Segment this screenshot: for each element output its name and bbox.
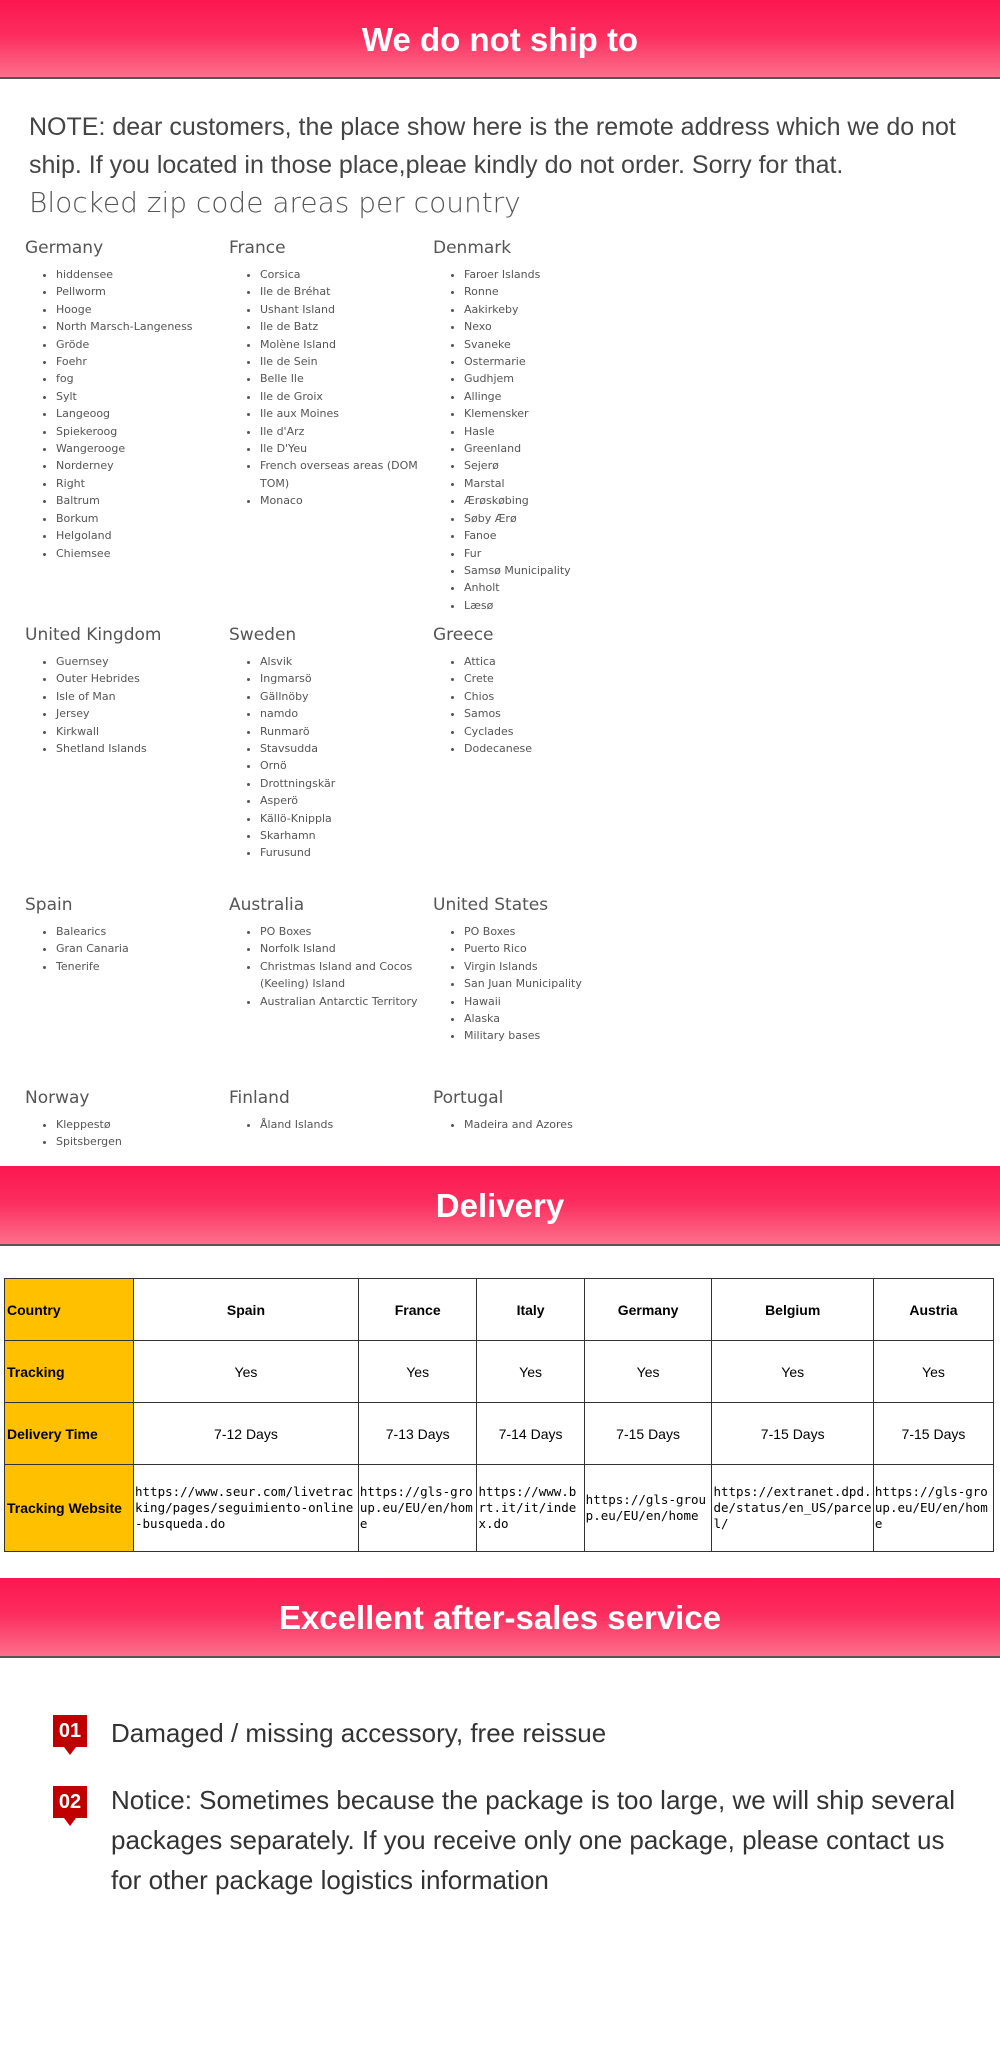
row-label-tracking: Tracking xyxy=(5,1341,134,1403)
list-item: • Svaneke xyxy=(464,336,633,353)
list-item: • Ile de Batz xyxy=(260,318,429,335)
delivery-banner: Delivery xyxy=(0,1166,1000,1246)
country-block xyxy=(25,625,225,757)
list-item: • Ornö xyxy=(260,757,429,774)
list-item: • Guernsey xyxy=(56,653,225,670)
area-list xyxy=(433,1116,633,1133)
country-block xyxy=(25,238,225,562)
country-cell: Germany xyxy=(584,1279,712,1341)
delivery-time-cell: 7-12 Days xyxy=(134,1403,359,1465)
list-item: • French overseas areas (DOM TOM) xyxy=(260,457,429,492)
country-name: Portugal xyxy=(433,1088,504,1108)
list-item: • Ronne xyxy=(464,283,633,300)
area-list xyxy=(229,1116,429,1133)
list-item: • Gudhjem xyxy=(464,370,633,387)
list-item: • PO Boxes xyxy=(260,923,429,940)
table-row-tracking-website xyxy=(5,1465,994,1552)
area-list xyxy=(229,266,429,510)
list-item: • Källö-Knippla xyxy=(260,810,429,827)
delivery-table xyxy=(4,1278,994,1552)
list-item: • Faroer Islands xyxy=(464,266,633,283)
list-item: • Right xyxy=(56,475,225,492)
list-item: • Klemensker xyxy=(464,405,633,422)
list-item: • Dodecanese xyxy=(464,740,633,757)
area-list xyxy=(25,1116,225,1151)
service-text: Damaged / missing accessory, free reissue xyxy=(111,1718,607,1748)
list-item: • Balearics xyxy=(56,923,225,940)
tracking-cell: Yes xyxy=(358,1341,477,1403)
area-list xyxy=(433,266,633,614)
table-row-tracking xyxy=(5,1341,994,1403)
country-name: Spain xyxy=(25,895,73,915)
tracking-cell: Yes xyxy=(712,1341,873,1403)
list-item: • Alsvik xyxy=(260,653,429,670)
blocked-areas-title: Blocked zip code areas per country xyxy=(29,186,521,219)
tracking-website-link[interactable]: https://extranet.dpd.de/status/en_US/parcel/ xyxy=(712,1465,873,1552)
list-item: • Allinge xyxy=(464,388,633,405)
list-item: • Skarhamn xyxy=(260,827,429,844)
list-item: • Tenerife xyxy=(56,958,225,975)
list-item: • Foehr xyxy=(56,353,225,370)
list-item: • Baltrum xyxy=(56,492,225,509)
list-item: • Fur xyxy=(464,545,633,562)
delivery-time-cell: 7-13 Days xyxy=(358,1403,477,1465)
area-list xyxy=(433,923,633,1045)
list-item: • Hooge xyxy=(56,301,225,318)
list-item: • Marstal xyxy=(464,475,633,492)
list-item: • Furusund xyxy=(260,844,429,861)
list-item: • Cyclades xyxy=(464,723,633,740)
list-item: • Alaska xyxy=(464,1010,633,1027)
delivery-time-cell: 7-14 Days xyxy=(477,1403,584,1465)
list-item: • Søby Ærø xyxy=(464,510,633,527)
list-item: • Stavsudda xyxy=(260,740,429,757)
after-sales-banner: Excellent after-sales service xyxy=(0,1578,1000,1658)
country-name: United Kingdom xyxy=(25,625,162,645)
number-badge: 02 xyxy=(53,1786,87,1818)
list-item: • Wangerooge xyxy=(56,440,225,457)
delivery-time-cell: 7-15 Days xyxy=(584,1403,712,1465)
list-item: • Ile de Groix xyxy=(260,388,429,405)
area-list xyxy=(25,266,225,562)
country-block xyxy=(229,1088,429,1133)
country-block xyxy=(229,625,429,862)
list-item: • namdo xyxy=(260,705,429,722)
country-name: Finland xyxy=(229,1088,290,1108)
list-item: • Norderney xyxy=(56,457,225,474)
list-item: • Ingmarsö xyxy=(260,670,429,687)
country-name: Australia xyxy=(229,895,305,915)
list-item: • Drottningskär xyxy=(260,775,429,792)
list-item: • Belle Ile xyxy=(260,370,429,387)
list-item: • Hasle xyxy=(464,423,633,440)
country-cell: Italy xyxy=(477,1279,584,1341)
list-item: • Kirkwall xyxy=(56,723,225,740)
row-label-delivery-time: Delivery Time xyxy=(5,1403,134,1465)
list-item: • Gällnöby xyxy=(260,688,429,705)
delivery-time-cell: 7-15 Days xyxy=(712,1403,873,1465)
country-block xyxy=(229,895,429,1010)
country-cell: Spain xyxy=(134,1279,359,1341)
list-item: • Spiekeroog xyxy=(56,423,225,440)
list-item: • Ile de Bréhat xyxy=(260,283,429,300)
list-item: • Anholt xyxy=(464,579,633,596)
country-block xyxy=(229,238,429,510)
row-label-country: Country xyxy=(5,1279,134,1341)
area-list xyxy=(25,653,225,757)
country-name: France xyxy=(229,238,286,258)
list-item: • Christmas Island and Cocos (Keeling) Island xyxy=(260,958,429,993)
row-label-tracking-website: Tracking Website xyxy=(5,1465,134,1552)
list-item: • Attica xyxy=(464,653,633,670)
tracking-cell: Yes xyxy=(873,1341,993,1403)
list-item: • Ostermarie xyxy=(464,353,633,370)
list-item: • Crete xyxy=(464,670,633,687)
list-item: • Shetland Islands xyxy=(56,740,225,757)
country-name: Germany xyxy=(25,238,104,258)
country-cell: Austria xyxy=(873,1279,993,1341)
list-item: • Pellworm xyxy=(56,283,225,300)
list-item: • Ile D'Yeu xyxy=(260,440,429,457)
table-row-delivery-time xyxy=(5,1403,994,1465)
table-row-country xyxy=(5,1279,994,1341)
number-badge: 01 xyxy=(53,1715,87,1747)
list-item: • Borkum xyxy=(56,510,225,527)
list-item: • Norfolk Island xyxy=(260,940,429,957)
list-item: • Kleppestø xyxy=(56,1116,225,1133)
country-name: United States xyxy=(433,895,549,915)
list-item: • Aakirkeby xyxy=(464,301,633,318)
tracking-website-link[interactable]: https://gls-group.eu/EU/en/home xyxy=(873,1465,993,1552)
area-list xyxy=(25,923,225,975)
list-item: • Sejerø xyxy=(464,457,633,474)
area-list xyxy=(433,653,633,757)
list-item: • Greenland xyxy=(464,440,633,457)
country-block xyxy=(433,1088,633,1133)
list-item: • Military bases xyxy=(464,1027,633,1044)
country-block xyxy=(25,895,225,975)
list-item: • Samos xyxy=(464,705,633,722)
list-item: • Puerto Rico xyxy=(464,940,633,957)
service-text: Notice: Sometimes because the package is too large, we will ship several packages separately. If you receive only one package, please contact us for other package logistics information xyxy=(111,1785,955,1895)
list-item: • Runmarö xyxy=(260,723,429,740)
list-item: • Sylt xyxy=(56,388,225,405)
delivery-time-cell: 7-15 Days xyxy=(873,1403,993,1465)
list-item: • Hawaii xyxy=(464,993,633,1010)
list-item: • Åland Islands xyxy=(260,1116,429,1133)
country-name: Greece xyxy=(433,625,494,645)
list-item: • Virgin Islands xyxy=(464,958,633,975)
list-item: • Isle of Man xyxy=(56,688,225,705)
country-block xyxy=(433,238,633,614)
list-item: • hiddensee xyxy=(56,266,225,283)
list-item: • North Marsch-Langeness xyxy=(56,318,225,335)
list-item: • Langeoog xyxy=(56,405,225,422)
list-item: • Chiemsee xyxy=(56,545,225,562)
list-item: • fog xyxy=(56,370,225,387)
country-name: Sweden xyxy=(229,625,297,645)
list-item: • PO Boxes xyxy=(464,923,633,940)
list-item: • Jersey xyxy=(56,705,225,722)
area-list xyxy=(229,653,429,862)
tracking-cell: Yes xyxy=(584,1341,712,1403)
list-item: • Australian Antarctic Territory xyxy=(260,993,429,1010)
list-item: • Corsica xyxy=(260,266,429,283)
list-item: • San Juan Municipality xyxy=(464,975,633,992)
country-cell: France xyxy=(358,1279,477,1341)
country-block xyxy=(25,1088,225,1151)
list-item: • Chios xyxy=(464,688,633,705)
list-item: • Madeira and Azores xyxy=(464,1116,633,1133)
list-item: • Helgoland xyxy=(56,527,225,544)
list-item: • Gran Canaria xyxy=(56,940,225,957)
list-item: • Ile d'Arz xyxy=(260,423,429,440)
notice-text: NOTE: dear customers, the place show here is the remote address which we do not ship. If you located in those place,pleae kindly do not order. Sorry for that. xyxy=(29,113,956,179)
list-item: • Ærøskøbing xyxy=(464,492,633,509)
tracking-website-link[interactable]: https://gls-group.eu/EU/en/home xyxy=(584,1465,712,1552)
area-list xyxy=(229,923,429,1010)
tracking-website-link[interactable]: https://gls-group.eu/EU/en/home xyxy=(358,1465,477,1552)
list-item: • Monaco xyxy=(260,492,429,509)
list-item: • Molène Island xyxy=(260,336,429,353)
country-name: Norway xyxy=(25,1088,90,1108)
country-block xyxy=(433,625,633,757)
tracking-cell: Yes xyxy=(477,1341,584,1403)
list-item: • Ushant Island xyxy=(260,301,429,318)
list-item: • Ile aux Moines xyxy=(260,405,429,422)
country-name: Denmark xyxy=(433,238,512,258)
tracking-website-link[interactable]: https://www.seur.com/livetracking/pages/seguimiento-online-busqueda.do xyxy=(134,1465,359,1552)
list-item: • Nexo xyxy=(464,318,633,335)
list-item: • Fanoe xyxy=(464,527,633,544)
no-ship-banner: We do not ship to xyxy=(0,0,1000,79)
list-item: • Gröde xyxy=(56,336,225,353)
tracking-website-link[interactable]: https://www.brt.it/it/index.do xyxy=(477,1465,584,1552)
country-block xyxy=(433,895,633,1045)
list-item: • Outer Hebrides xyxy=(56,670,225,687)
country-cell: Belgium xyxy=(712,1279,873,1341)
tracking-cell: Yes xyxy=(134,1341,359,1403)
list-item: • Spitsbergen xyxy=(56,1133,225,1150)
list-item: • Ile de Sein xyxy=(260,353,429,370)
list-item: • Samsø Municipality xyxy=(464,562,633,579)
list-item: • Læsø xyxy=(464,597,633,614)
list-item: • Asperö xyxy=(260,792,429,809)
